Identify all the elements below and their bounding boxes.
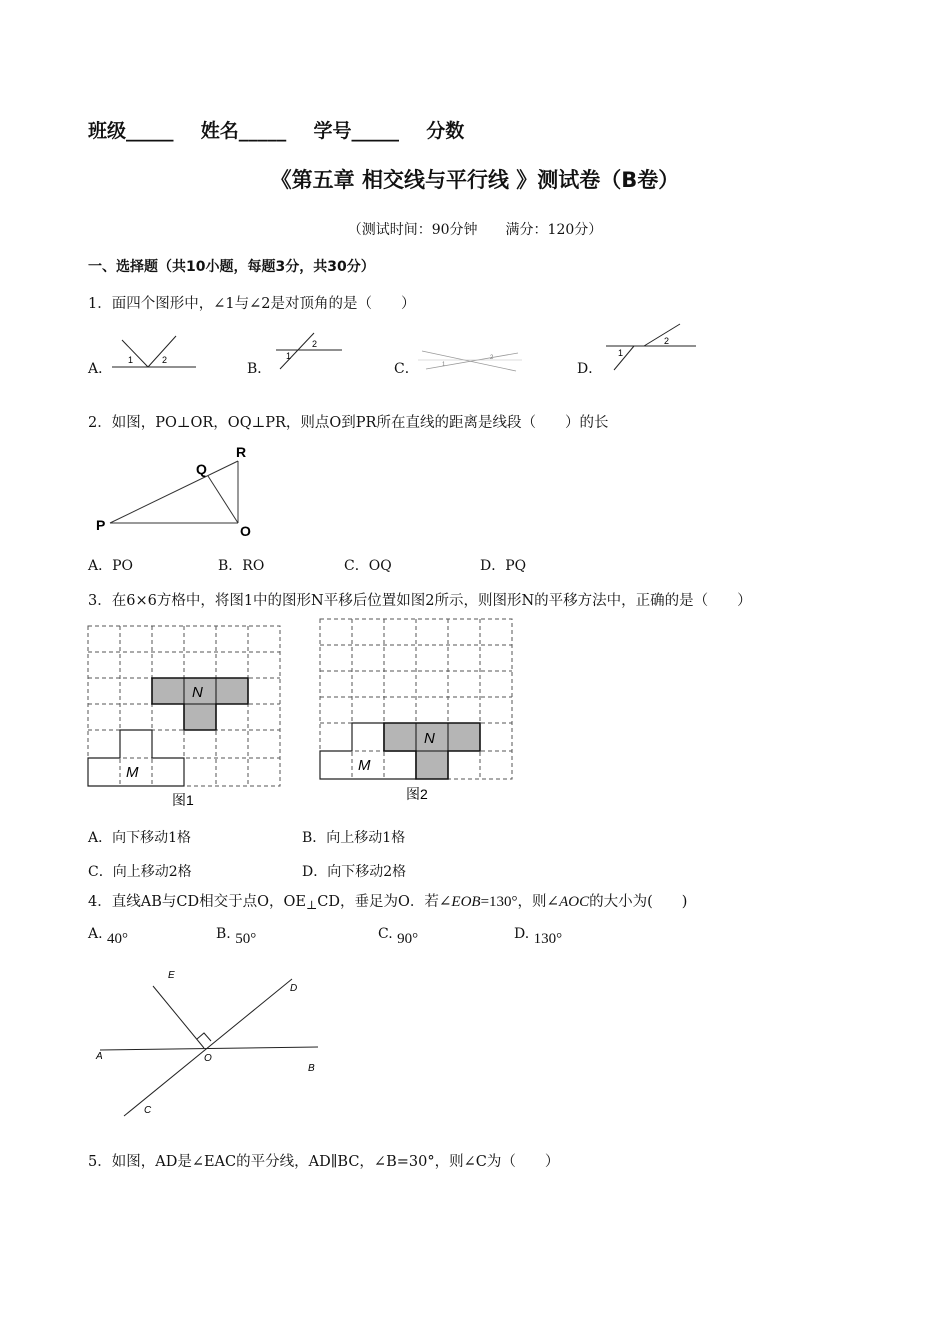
id-blank: _____ — [351, 120, 400, 142]
q2-option-c: C．OQ — [344, 558, 392, 574]
point-b-label: B — [308, 1063, 315, 1074]
q2-option-d: D．PQ — [480, 558, 527, 574]
option-value: 50° — [235, 931, 257, 947]
angle-eob: ∠EOB — [438, 894, 481, 910]
angle-1-label: 1 — [442, 362, 446, 368]
point-o-label: O — [240, 523, 251, 539]
angle-1-label: 1 — [618, 348, 624, 358]
q4-option-c — [378, 926, 419, 947]
angle-2-label: 2 — [312, 339, 318, 349]
q4-option-b — [216, 926, 257, 947]
figure-1-caption: 图1 — [172, 792, 194, 808]
shape-n — [384, 723, 480, 779]
point-d-label: D — [290, 983, 298, 994]
q1-option-a-label: A． — [88, 361, 113, 377]
point-a-label: A — [96, 1051, 103, 1062]
perpendicular-symbol: ⊥ — [305, 898, 318, 912]
shape-n-label: N — [424, 730, 435, 747]
angle-1-label: 1 — [286, 351, 292, 361]
q1-option-b-label: B． — [247, 361, 272, 377]
section-heading: 一、选择题（共10小题，每题3分，共30分） — [88, 259, 375, 275]
option-label: D. — [514, 926, 530, 942]
angle-2-label: 2 — [490, 355, 494, 361]
q3-option-d: D．向下移动2格 — [302, 864, 407, 880]
q4-stem-part: ，则 — [517, 894, 547, 910]
q3-option-a: A．向下移动1格 — [88, 830, 192, 846]
page-title: 《第五章 相交线与平行线 》测试卷（B卷） — [270, 168, 680, 192]
q1-figure-b — [270, 325, 346, 373]
point-o-label: O — [204, 1053, 212, 1064]
point-q-label: Q — [196, 461, 207, 477]
q4-stem-part: CD，垂足为O．若 — [317, 894, 439, 910]
q3-option-b: B．向上移动1格 — [302, 830, 406, 846]
q2-option-a: A．PO — [88, 558, 134, 574]
question-5-stem: 5．如图，AD是∠EAC的平分线，AD∥BC，∠B=30°，则∠C为（ ） — [88, 1154, 560, 1170]
q3-figure-1 — [86, 624, 282, 810]
q1-figure-d — [600, 318, 700, 374]
q3-figure-2 — [318, 617, 514, 805]
option-label: C. — [378, 926, 393, 942]
name-label: 姓名 — [200, 120, 239, 142]
test-info: （测试时间：90分钟 满分：120分） — [347, 222, 603, 238]
shape-n-label: N — [192, 684, 203, 701]
q1-option-c-label: C． — [394, 361, 419, 377]
point-p-label: P — [96, 517, 106, 533]
student-info-header — [88, 116, 464, 143]
q4-stem-part: 4．直线AB与CD相交于点O，OE — [88, 894, 306, 910]
angle-1-label: 1 — [128, 355, 134, 365]
question-3-stem: 3．在6×6方格中，将图1中的图形N平移后位置如图2所示，则图形N的平移方法中，正确的是（ ） — [88, 593, 752, 609]
option-value: 40° — [107, 931, 129, 947]
option-value: 130° — [533, 931, 563, 947]
point-r-label: R — [236, 444, 247, 460]
q1-figure-a — [110, 330, 200, 372]
class-blank: _____ — [126, 120, 174, 142]
option-label: A. — [88, 926, 103, 942]
angle-2-label: 2 — [162, 355, 168, 365]
q1-option-d-label: D． — [577, 361, 603, 377]
id-label: 学号 — [313, 120, 352, 142]
point-c-label: C — [144, 1105, 152, 1116]
option-label: B. — [216, 926, 231, 942]
q2-figure — [90, 442, 260, 542]
q4-stem-part: 的大小为( ) — [589, 894, 688, 910]
angle-aoc: ∠AOC — [546, 894, 590, 910]
q2-option-b: B．RO — [218, 558, 265, 574]
name-blank: _____ — [238, 120, 287, 142]
shape-m-label: M — [358, 757, 371, 774]
q1-figure-c — [418, 345, 522, 375]
question-1-stem: 1．面四个图形中，∠1与∠2是对顶角的是（ ） — [88, 296, 416, 312]
q4-figure — [88, 964, 328, 1124]
question-4-stem — [88, 890, 687, 912]
class-label: 班级 — [88, 120, 127, 142]
q4-option-d — [514, 926, 563, 947]
angle-2-label: 2 — [664, 336, 670, 346]
shape-m-label: M — [126, 764, 139, 781]
angle-eob-value: =130° — [480, 894, 518, 910]
question-2-stem: 2．如图，PO⊥OR，OQ⊥PR，则点O到PR所在直线的距离是线段（ ）的长 — [88, 415, 609, 431]
option-value: 90° — [397, 931, 419, 947]
point-e-label: E — [168, 970, 175, 981]
figure-2-caption: 图2 — [406, 786, 428, 802]
q4-option-a — [88, 926, 129, 947]
shape-n — [152, 678, 248, 730]
q3-option-c: C．向上移动2格 — [88, 864, 192, 880]
score-label: 分数 — [426, 120, 465, 142]
shape-m — [88, 730, 184, 786]
